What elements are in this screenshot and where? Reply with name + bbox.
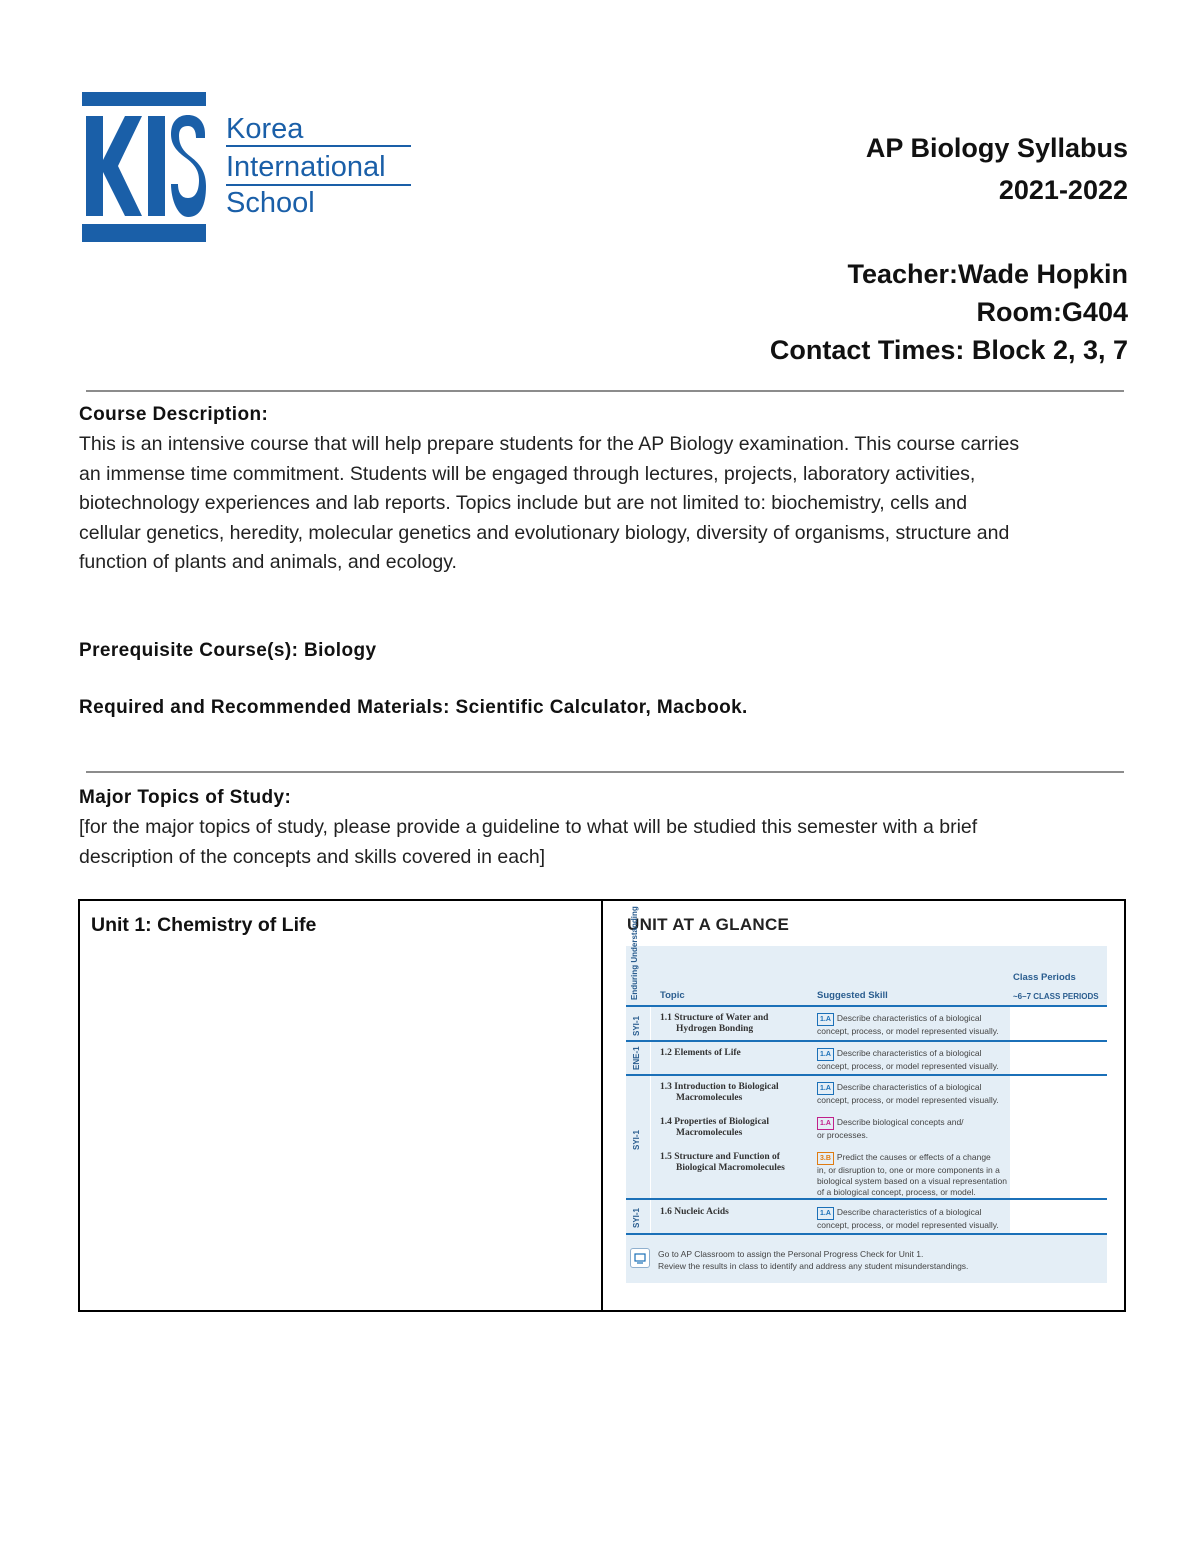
room-number: Room:G404 [976, 297, 1128, 327]
major-topics-label: Major Topics of Study: [79, 787, 292, 808]
group-rule [626, 1074, 1107, 1076]
unit-title: Unit 1: Chemistry of Life [91, 914, 317, 936]
group-label: SYI-1 [632, 1129, 641, 1150]
topic-1-5: 1.5 Structure and Function of Biological Macromolecules [660, 1152, 785, 1173]
syllabus-title: AP Biology Syllabus [865, 133, 1128, 163]
class-periods-count: ~6–7 CLASS PERIODS [1013, 992, 1099, 1001]
skill-1-2: 1.A Describe characteristics of a biological concept, process, or model represented visually. [817, 1048, 999, 1071]
footer-line: Review the results in class to identify and address any student misunderstandings. [658, 1261, 969, 1271]
logo-text-school: School [226, 187, 315, 219]
topic-header: Topic [660, 990, 685, 1001]
kis-pillar-icon [80, 88, 215, 248]
topic-1-6: 1.6 Nucleic Acids [660, 1207, 729, 1217]
table-column-divider [601, 899, 603, 1312]
group-label: SYI-1 [632, 1207, 641, 1228]
skill-1-6: 1.A Describe characteristics of a biological concept, process, or model represented visually. [817, 1207, 999, 1230]
logo-divider [226, 145, 411, 147]
section-divider [86, 771, 1124, 773]
footer-line: Go to AP Classroom to assign the Personal Progress Check for Unit 1. [658, 1249, 924, 1259]
glance-footer [658, 1248, 968, 1272]
course-description [79, 430, 1129, 578]
school-year: 2021-2022 [998, 175, 1128, 205]
group-rule [626, 1198, 1107, 1200]
course-description-line: function of plants and animals, and ecology. [79, 551, 457, 573]
instruction-line: [for the major topics of study, please provide a guideline to what will be studied this semester with a brief [79, 816, 978, 838]
suggested-skill-header: Suggested Skill [817, 990, 888, 1001]
course-description-label: Course Description: [79, 404, 269, 425]
class-periods-header: Class Periods [1013, 972, 1076, 983]
topic-1-2: 1.2 Elements of Life [660, 1048, 741, 1058]
logo-text-international: International [226, 151, 386, 183]
instruction-line: description of the concepts and skills covered in each] [79, 845, 546, 868]
prerequisite-courses: Prerequisite Course(s): Biology [79, 640, 377, 661]
course-description-line: This is an intensive course that will help prepare students for the AP Biology examination. This course carries [79, 433, 1020, 455]
group-rule [626, 1040, 1107, 1042]
skill-1-4: 1.A Describe biological concepts and/ or processes. [817, 1117, 964, 1140]
logo-text-korea: Korea [226, 113, 304, 145]
school-logo [80, 88, 420, 248]
contact-times: Contact Times: Block 2, 3, 7 [769, 335, 1128, 365]
section-divider [86, 390, 1124, 392]
major-topics-instructions [79, 813, 1129, 872]
group-label: ENE-1 [632, 1046, 641, 1070]
skill-1-1: 1.A Describe characteristics of a biological concept, process, or model represented visually. [817, 1013, 999, 1036]
topic-1-1: 1.1 Structure of Water and Hydrogen Bonding [660, 1013, 769, 1034]
unit-at-a-glance-title: UNIT AT A GLANCE [627, 915, 790, 934]
classroom-icon [630, 1248, 650, 1268]
topic-1-4: 1.4 Properties of Biological Macromolecules [660, 1117, 770, 1138]
course-description-line: cellular genetics, heredity, molecular genetics and evolutionary biology, diversity of organisms, structure and [79, 521, 1010, 544]
teacher-name: Teacher:Wade Hopkin [847, 259, 1128, 289]
group-rule [626, 1233, 1107, 1235]
required-materials: Required and Recommended Materials: Scientific Calculator, Macbook. [79, 697, 748, 718]
group-label: SYI-1 [632, 1015, 641, 1036]
course-description-line: an immense time commitment. Students will be engaged through lectures, projects, laboratory activities, [79, 462, 976, 485]
skill-1-5: 3.B Predict the causes or effects of a change in, or disruption to, one or more components in a biological system based on a visual representation of a biological concept, process, or model. [817, 1152, 1007, 1197]
course-description-line: biotechnology experiences and lab reports. Topics include but are not limited to: biochemistry, cells and [79, 492, 968, 514]
topic-1-3: 1.3 Introduction to Biological Macromolecules [660, 1082, 779, 1103]
skill-1-3: 1.A Describe characteristics of a biological concept, process, or model represented visually. [817, 1082, 999, 1105]
enduring-understanding-header: Enduring Understanding [630, 906, 639, 1000]
